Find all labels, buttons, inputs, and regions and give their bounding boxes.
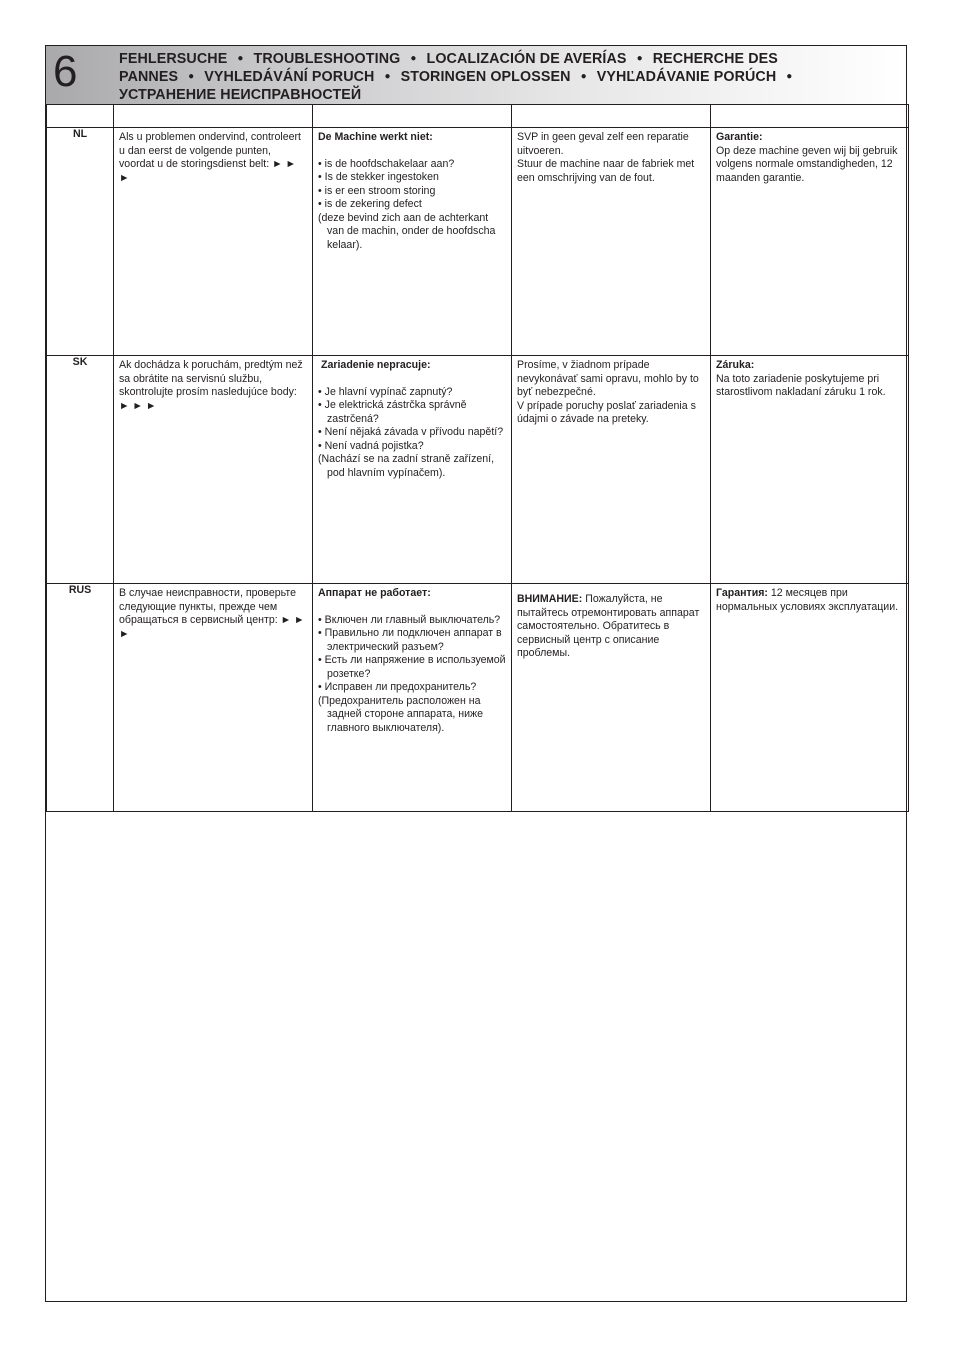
check-item: • Исправен ли предохранитель? <box>318 681 477 693</box>
title-separator: ● <box>636 53 643 64</box>
page-frame <box>45 45 907 1302</box>
section-header <box>46 46 906 105</box>
check-list <box>318 386 507 481</box>
warranty-text: 12 месяцев при нормальных условиях эксплуатации. <box>716 587 899 613</box>
check-item: • is er een stroom storing <box>318 184 436 197</box>
title-separator: ● <box>188 71 195 83</box>
check-list <box>318 614 507 736</box>
repair-text: Prosíme, v žiadnom prípade nevykonávať sami opravu, mohlo by to byť nebezpečné. V prípade poruchy poslať zariadenia s údajmi o závade na preteky. <box>517 359 699 425</box>
title-nl: STORINGEN OPLOSSEN <box>400 69 571 86</box>
title-en: TROUBLESHOOTING <box>253 51 401 67</box>
check-item: • Включен ли главный выключатель? <box>318 613 501 626</box>
check-item: • Není nějaká závada v přívodu napětí? <box>318 426 504 438</box>
check-item: • Je hlavní vypínač zapnutý? <box>318 385 453 398</box>
warranty-label: Гарантия: <box>716 587 768 599</box>
warranty-text: Op deze machine geven wij bij gebruik volgens normale omstandigheden, 12 maanden garantie. <box>716 144 898 184</box>
warranty-label: Garantie: <box>716 131 763 143</box>
intro-text: Ak dochádza k poruchám, predtým než sa obrátite na servisnú službu, skontrolujte prosím nasledujúce body: ► ► ► <box>119 359 303 412</box>
check-note: (Предохранитель расположен на задней стороне аппарата, ниже главного выключателя). <box>318 694 483 734</box>
check-list <box>318 158 507 253</box>
intro-text: В случае неисправности, проверьте следующие пункты, прежде чем обращаться в сервисный центр: ► ► ► <box>119 587 305 640</box>
check-heading: Zariadenie nepracuje: <box>321 359 431 371</box>
check-heading: De Machine werkt niet: <box>318 131 433 143</box>
check-item: • is de zekering defect <box>318 198 422 210</box>
title-es: LOCALIZACIÓN DE AVERÍAS <box>426 51 627 67</box>
repair-text: SVP in geen geval zelf een reparatie uitvoeren. Stuur de machine naar de fabriek met een omschrijving van de fout. <box>517 131 695 184</box>
title-separator: ● <box>786 71 793 83</box>
title-ru: УСТРАНЕНИЕ НЕИСПРАВНОСТЕЙ <box>119 86 362 103</box>
repair-label: ВНИМАНИЕ: <box>517 593 583 605</box>
check-item: • Правильно ли подключен аппарат в электрический разъем? <box>318 627 502 653</box>
title-separator: ● <box>384 71 391 83</box>
check-item: • Is de stekker ingestoken <box>318 171 439 183</box>
warranty-label: Záruka: <box>716 359 755 371</box>
intro-text: Als u problemen ondervind, controleert u dan eerst de volgende punten, voordat u de storingsdienst belt: ► ► ► <box>119 131 301 184</box>
table-row-nl <box>47 128 909 356</box>
title-separator: ● <box>580 71 587 83</box>
check-heading: Аппарат не работает: <box>318 587 431 599</box>
section-title <box>119 50 899 104</box>
title-cz: VYHLEDÁVÁNÍ PORUCH <box>204 69 375 86</box>
check-note: (deze bevind zich aan de achterkant van de machin, onder de hoofdscha kelaar). <box>318 211 496 251</box>
check-item: • is de hoofdschakelaar aan? <box>318 157 455 170</box>
title-fr: RECHERCHE DES PANNES <box>119 51 778 86</box>
language-code: RUS <box>47 584 114 812</box>
table-row-sk <box>47 356 909 584</box>
chapter-number: 6 <box>53 47 78 96</box>
warranty-text: Na toto zariadenie poskytujeme pri starostlivom nakladaní záruku 1 rok. <box>716 372 886 398</box>
language-code: NL <box>47 128 114 356</box>
repair-text: Пожалуйста, не пытайтесь отремонтировать аппарат самостоятельно. Обратитесь в сервисный центр с описание проблемы. <box>517 593 700 659</box>
title-de: FEHLERSUCHE <box>119 51 228 67</box>
table-row-rus <box>47 584 909 812</box>
check-item: • Есть ли напряжение в используемой розетке? <box>318 654 506 680</box>
language-code: SK <box>47 356 114 584</box>
troubleshooting-table <box>46 104 909 812</box>
table-spacer-row <box>47 105 909 128</box>
title-separator: ● <box>410 53 417 64</box>
check-note: (Nachází se na zadní straně zařízení, pod hlavním vypínačem). <box>318 453 495 479</box>
title-sk: VYHĽADÁVANIE PORÚCH <box>596 69 777 86</box>
title-separator: ● <box>237 53 244 64</box>
check-item: • Je elektrická zástrčka správně zastrčená? <box>318 399 467 425</box>
check-item: • Není vadná pojistka? <box>318 439 424 452</box>
